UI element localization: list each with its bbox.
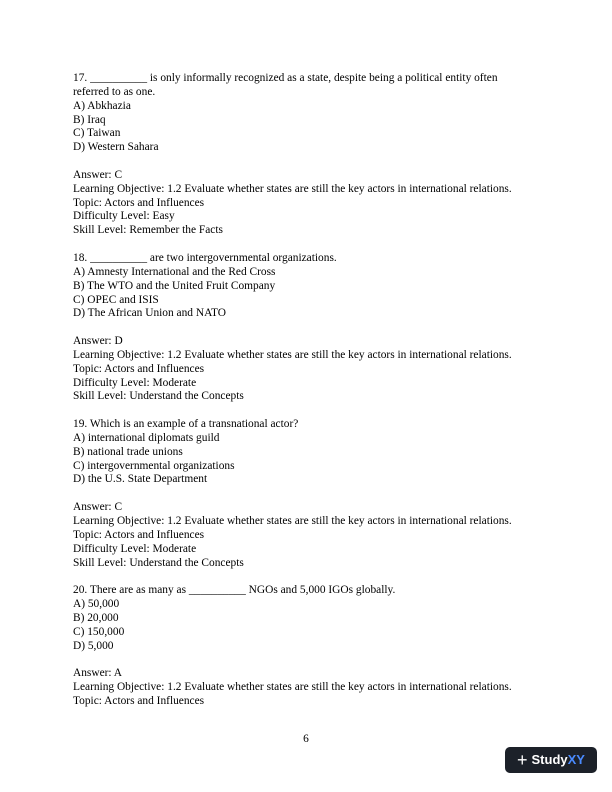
answer-option: D) 5,000 [73, 639, 114, 652]
answer-option: C) intergovernmental organizations [73, 459, 235, 472]
topic: Topic: Actors and Influences [73, 196, 205, 209]
topic: Topic: Actors and Influences [73, 528, 205, 541]
answer-option: C) Taiwan [73, 127, 121, 140]
topic: Topic: Actors and Influences [73, 362, 205, 375]
question-stem: 18. __________ are two intergovernmental organizations. [73, 251, 337, 264]
answer-option: D) the U.S. State Department [73, 473, 208, 486]
question-18-meta [73, 335, 553, 404]
question-stem: referred to as one. [73, 85, 156, 98]
answer-option: D) The African Union and NATO [73, 307, 227, 320]
question-18-block [73, 252, 553, 321]
answer-option: A) 50,000 [73, 598, 120, 611]
question-stem: 20. There are as many as __________ NGOs and 5,000 IGOs globally. [73, 584, 396, 597]
answer-key: Answer: A [73, 667, 123, 680]
question-20-block [73, 584, 553, 653]
question-stem: 19. Which is an example of a transnational actor? [73, 418, 299, 431]
question-17-meta [73, 169, 553, 238]
difficulty-level: Difficulty Level: Easy [73, 210, 175, 223]
learning-objective: Learning Objective: 1.2 Evaluate whether states are still the key actors in international relations. [73, 681, 512, 694]
question-19-block [73, 418, 553, 487]
question-stem: 17. __________ is only informally recognized as a state, despite being a political entity often [73, 72, 498, 84]
brand-accent: XY [567, 752, 585, 768]
page-number: 6 [303, 733, 309, 745]
answer-option: B) Iraq [73, 113, 106, 126]
learning-objective: Learning Objective: 1.2 Evaluate whether states are still the key actors in international relations. [73, 348, 512, 361]
topic: Topic: Actors and Influences [73, 694, 205, 707]
learning-objective: Learning Objective: 1.2 Evaluate whether states are still the key actors in international relations. [73, 182, 512, 195]
answer-key: Answer: C [73, 501, 123, 514]
skill-level: Skill Level: Remember the Facts [73, 224, 223, 237]
learning-objective: Learning Objective: 1.2 Evaluate whether states are still the key actors in international relations. [73, 515, 512, 527]
answer-option: C) 150,000 [73, 625, 125, 638]
difficulty-level: Difficulty Level: Moderate [73, 376, 197, 389]
question-17-block [73, 72, 553, 155]
studyxy-badge[interactable] [505, 747, 597, 773]
answer-option: A) international diplomats guild [73, 431, 220, 444]
answer-option: A) Abkhazia [73, 99, 131, 112]
brand-name: Study [531, 752, 568, 768]
answer-key: Answer: D [73, 335, 123, 348]
question-19-meta [73, 501, 553, 570]
answer-option: B) The WTO and the United Fruit Company [73, 279, 276, 292]
answer-option: D) Western Sahara [73, 141, 159, 154]
skill-level: Skill Level: Understand the Concepts [73, 390, 244, 403]
answer-option: A) Amnesty International and the Red Cross [73, 265, 276, 278]
answer-option: B) 20,000 [73, 611, 119, 624]
answer-option: C) OPEC and ISIS [73, 293, 159, 306]
plus-icon: + [517, 750, 528, 770]
document-body [73, 72, 553, 723]
skill-level: Skill Level: Understand the Concepts [73, 556, 244, 569]
answer-key: Answer: C [73, 168, 123, 181]
difficulty-level: Difficulty Level: Moderate [73, 542, 197, 555]
question-20-meta [73, 667, 553, 709]
answer-option: B) national trade unions [73, 445, 183, 458]
